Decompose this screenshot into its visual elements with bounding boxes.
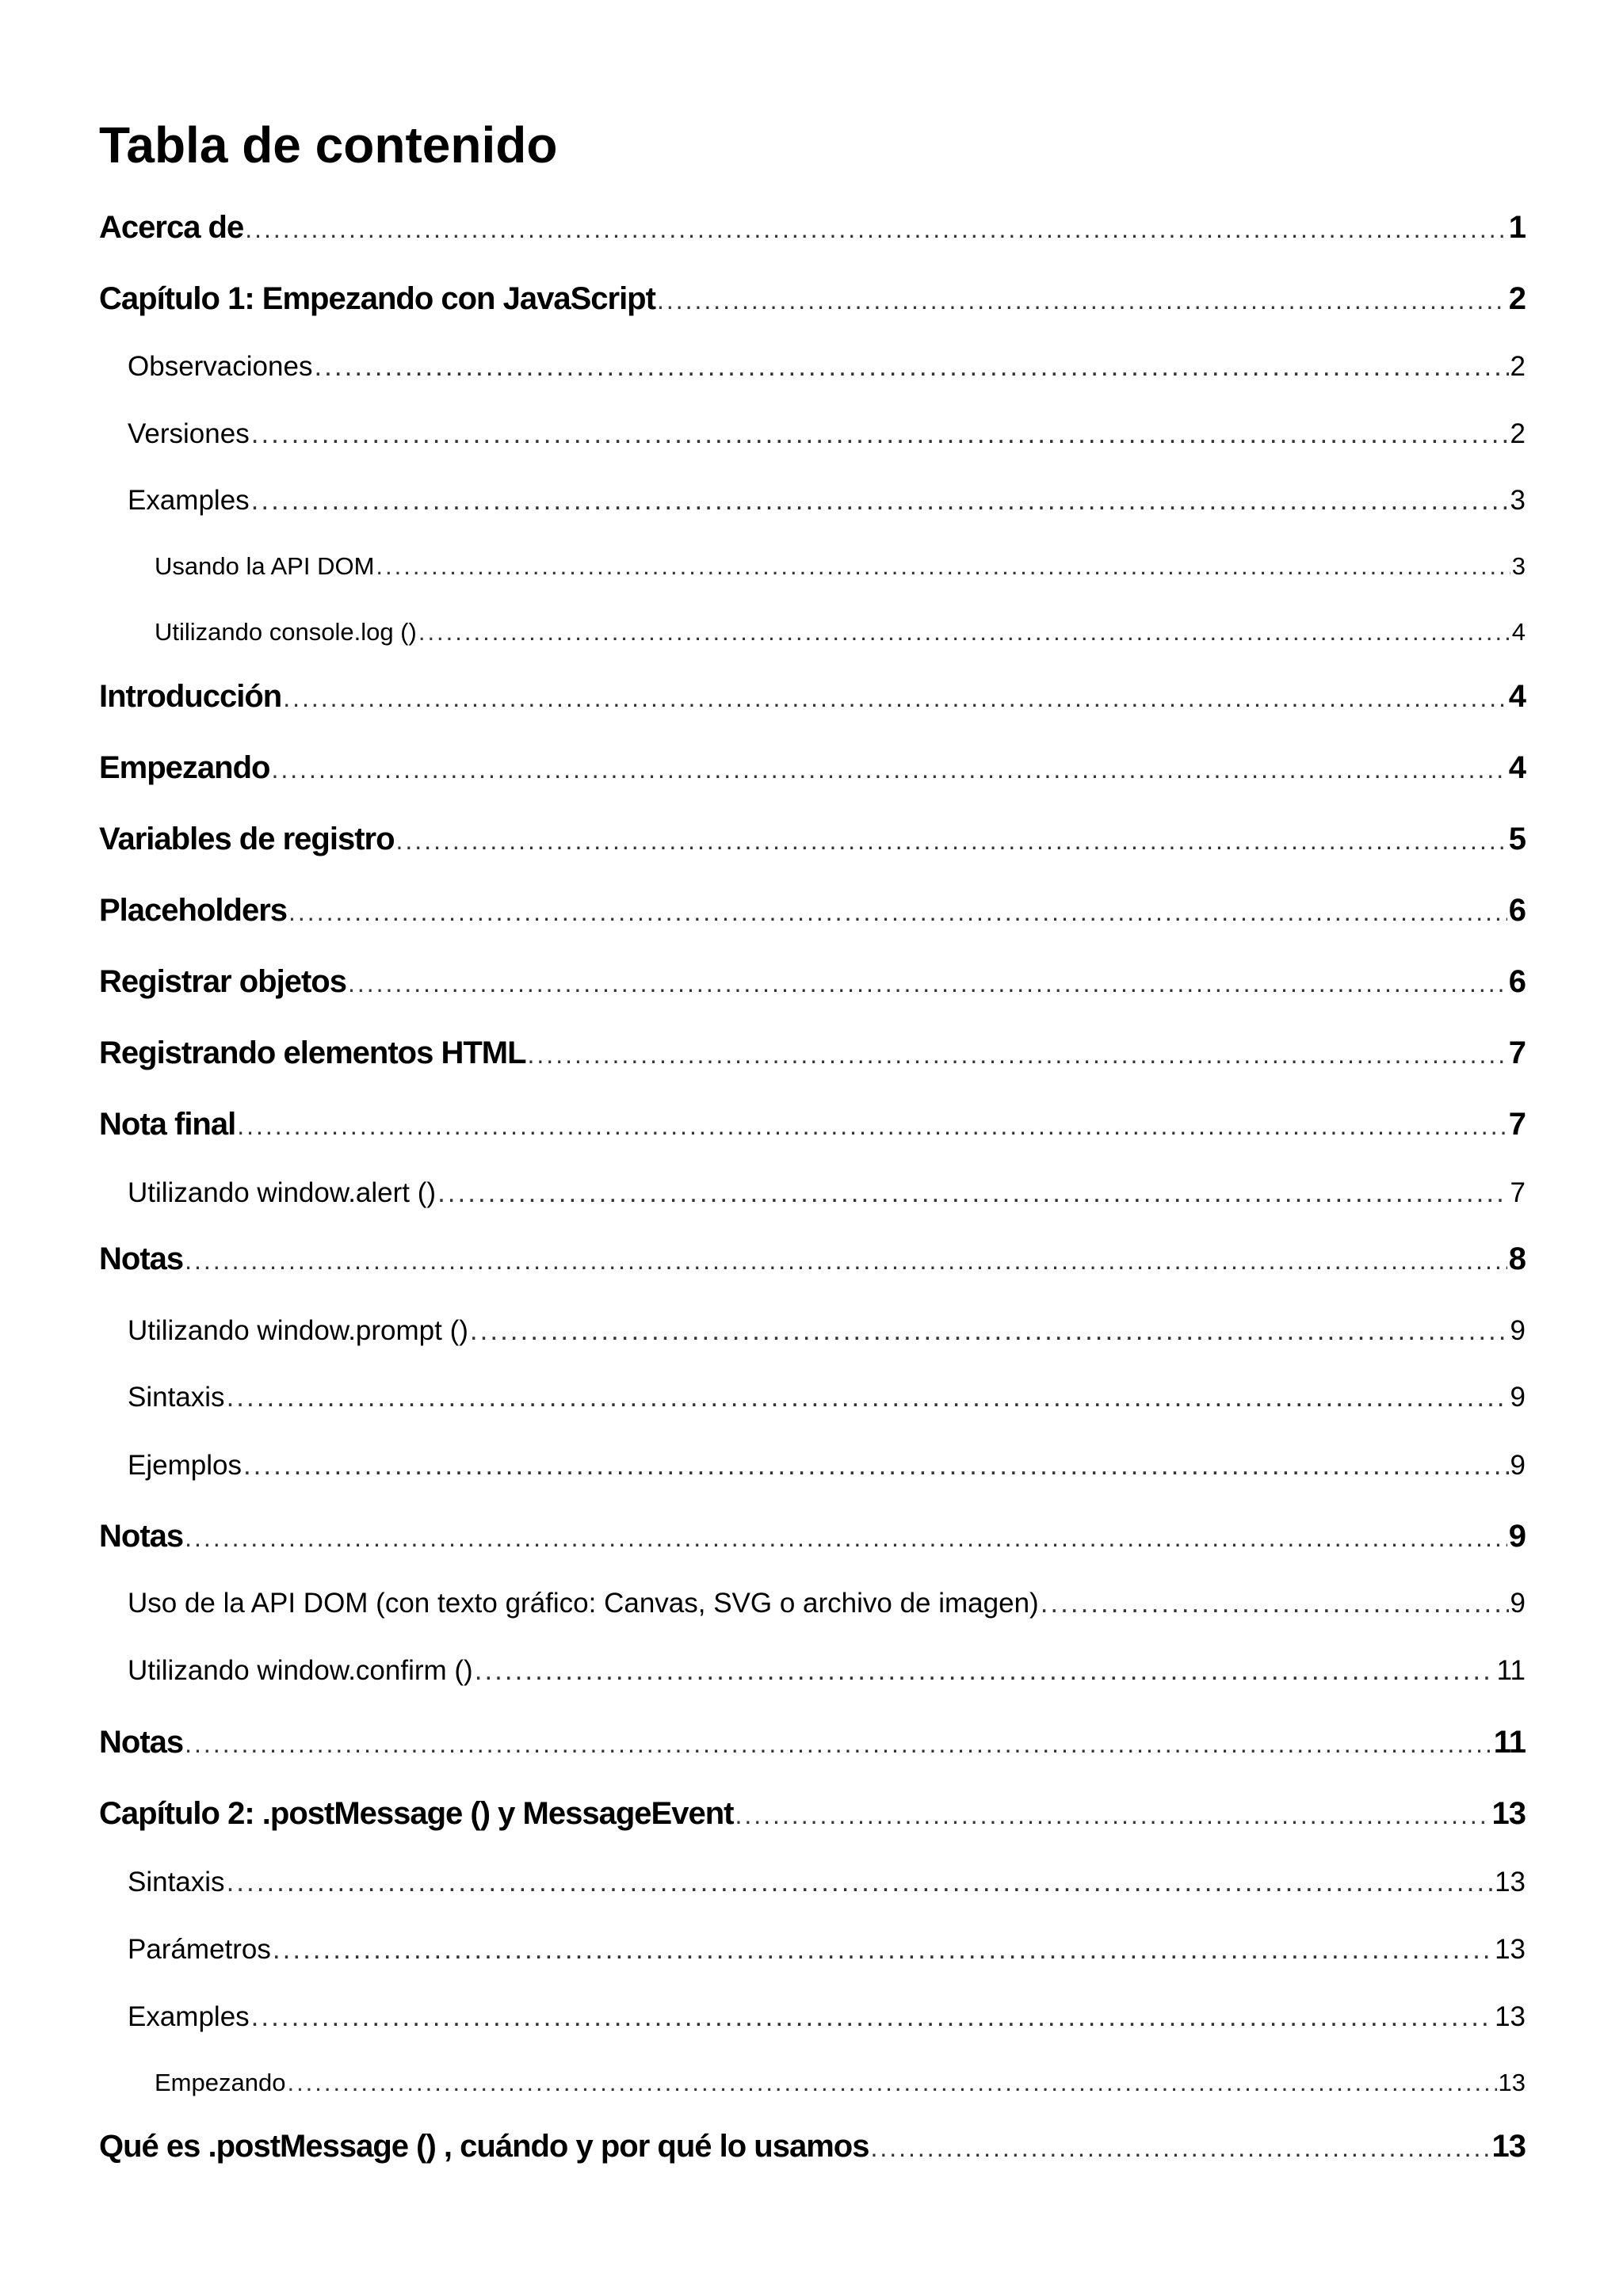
toc-dot-leader [735, 1801, 1490, 1830]
toc-entry-text: Examples [128, 485, 250, 516]
toc-entry-text: Notas [99, 1725, 184, 1760]
toc-entry[interactable] [99, 1725, 1526, 1760]
toc-entry-text: Sintaxis [128, 1382, 225, 1413]
toc-page-number: 9 [1510, 1382, 1526, 1413]
toc-entry-text: Acerca de [99, 210, 244, 245]
toc-entry[interactable] [99, 1588, 1526, 1619]
toc-page-number: 9 [1510, 1588, 1526, 1619]
toc-dot-leader [283, 684, 1507, 713]
toc-page-number: 2 [1510, 351, 1526, 382]
toc-dot-leader [185, 1730, 1492, 1759]
toc-dot-leader [657, 286, 1507, 315]
toc-entry-text: Placeholders [99, 893, 288, 928]
toc-dot-leader [376, 552, 1510, 581]
toc-page-number: 6 [1508, 893, 1526, 928]
toc-entry[interactable] [99, 1796, 1526, 1832]
toc-dot-leader [237, 1112, 1507, 1141]
toc-entry[interactable] [99, 2001, 1526, 2033]
toc-entry-text: Capítulo 1: Empezando con JavaScript [99, 281, 655, 316]
toc-dot-leader [245, 215, 1507, 244]
toc-entry-text: Uso de la API DOM (con texto gráfico: Canvas, SVG o archivo de imagen) [128, 1588, 1039, 1619]
toc-entry[interactable] [99, 1107, 1526, 1142]
toc-entry-text: Capítulo 2: .postMessage () y MessageEvent [99, 1796, 734, 1831]
toc-title: Tabla de contenido [99, 116, 558, 174]
toc-dot-leader [314, 351, 1508, 383]
toc-page-number: 7 [1508, 1035, 1526, 1070]
toc-entry-text: Versiones [128, 418, 250, 449]
toc-entry[interactable] [99, 210, 1526, 246]
toc-entry[interactable] [99, 893, 1526, 929]
toc-page-number: 4 [1508, 750, 1526, 785]
toc-page-number: 2 [1508, 281, 1526, 316]
toc-entry[interactable] [99, 418, 1526, 450]
toc-entry[interactable] [99, 1519, 1526, 1554]
toc-entry[interactable] [99, 822, 1526, 857]
toc-entry-text: Utilizando window.confirm () [128, 1655, 473, 1686]
toc-entry-text: Examples [128, 2001, 250, 2032]
toc-entry[interactable] [99, 351, 1526, 383]
toc-dot-leader [251, 418, 1509, 450]
toc-page-number: 13 [1495, 1934, 1526, 1965]
toc-page-number: 4 [1508, 679, 1526, 714]
toc-entry-text: Usando la API DOM [155, 552, 375, 580]
toc-entry-text: Ejemplos [128, 1450, 242, 1481]
toc-dot-leader [288, 898, 1507, 927]
toc-entry[interactable] [99, 750, 1526, 786]
toc-entry-text: Empezando [99, 750, 270, 785]
toc-page-number: 5 [1508, 822, 1526, 856]
toc-dot-leader [418, 618, 1510, 646]
toc-dot-leader [870, 2134, 1490, 2163]
toc-page-number: 7 [1508, 1107, 1526, 1142]
toc-page-number: 9 [1508, 1519, 1526, 1554]
toc-entry[interactable] [99, 1450, 1526, 1482]
toc-dot-leader [396, 826, 1507, 856]
document-page [99, 0, 1526, 2296]
toc-entry[interactable] [99, 281, 1526, 317]
toc-entry[interactable] [99, 679, 1526, 715]
toc-entry-text: Utilizando window.alert () [128, 1177, 437, 1208]
toc-entry-text: Utilizando console.log () [155, 618, 417, 646]
toc-page-number: 13 [1495, 1867, 1526, 1897]
toc-entry[interactable] [99, 552, 1526, 581]
toc-entry-text: Qué es .postMessage () , cuándo y por qué lo usamos [99, 2129, 869, 2164]
toc-entry-text: Introducción [99, 679, 282, 714]
toc-page-number: 9 [1510, 1315, 1526, 1346]
toc-entry-text: Parámetros [128, 1934, 271, 1965]
toc-page-number: 1 [1508, 210, 1526, 245]
toc-dot-leader [1041, 1588, 1509, 1619]
toc-entry[interactable] [99, 1934, 1526, 1966]
toc-entry-text: Observaciones [128, 351, 313, 382]
toc-dot-leader [227, 1867, 1494, 1898]
toc-entry-text: Registrar objetos [99, 964, 346, 999]
toc-dot-leader [227, 1382, 1509, 1413]
toc-entry[interactable] [99, 485, 1526, 517]
toc-dot-leader [273, 1934, 1493, 1966]
toc-dot-leader [348, 969, 1507, 998]
toc-entry-text: Utilizando window.prompt () [128, 1315, 468, 1346]
toc-page-number: 2 [1510, 418, 1526, 449]
toc-dot-leader [185, 1246, 1507, 1276]
toc-entry-text: Sintaxis [128, 1867, 225, 1897]
toc-entry-text: Notas [99, 1519, 184, 1554]
toc-entry[interactable] [99, 2069, 1526, 2097]
toc-page-number: 13 [1491, 1796, 1526, 1831]
toc-entry[interactable] [99, 1382, 1526, 1413]
toc-entry-text: Notas [99, 1241, 184, 1276]
toc-entry-text: Registrando elementos HTML [99, 1035, 526, 1070]
toc-entry[interactable] [99, 1315, 1526, 1347]
toc-dot-leader [251, 485, 1509, 517]
toc-dot-leader [470, 1315, 1509, 1347]
toc-entry[interactable] [99, 1867, 1526, 1898]
toc-entry[interactable] [99, 1655, 1526, 1687]
toc-dot-leader [287, 2069, 1496, 2097]
toc-entry[interactable] [99, 964, 1526, 1000]
toc-dot-leader [243, 1450, 1509, 1482]
toc-page-number: 4 [1511, 618, 1526, 646]
toc-entry-text: Variables de registro [99, 822, 395, 856]
toc-page-number: 9 [1510, 1450, 1526, 1481]
toc-dot-leader [475, 1655, 1495, 1687]
toc-entry[interactable] [99, 618, 1526, 646]
toc-dot-leader [185, 1524, 1507, 1553]
toc-page-number: 7 [1510, 1177, 1526, 1208]
toc-entry[interactable] [99, 1241, 1526, 1277]
toc-dot-leader [251, 2001, 1493, 2033]
toc-dot-leader [437, 1177, 1508, 1209]
toc-entry[interactable] [99, 1035, 1526, 1071]
toc-dot-leader [528, 1040, 1507, 1070]
toc-page-number: 3 [1511, 552, 1526, 580]
toc-dot-leader [271, 755, 1507, 784]
toc-page-number: 13 [1491, 2129, 1526, 2164]
toc-page-number: 11 [1493, 1725, 1526, 1760]
toc-entry-text: Empezando [155, 2069, 286, 2096]
toc-page-number: 6 [1508, 964, 1526, 999]
toc-entry[interactable] [99, 1177, 1526, 1209]
toc-entry-text: Nota final [99, 1107, 236, 1142]
toc-page-number: 13 [1498, 2069, 1526, 2096]
toc-entry[interactable] [99, 2129, 1526, 2164]
toc-page-number: 8 [1508, 1241, 1526, 1276]
toc-page-number: 13 [1495, 2001, 1526, 2032]
toc-page-number: 3 [1510, 485, 1526, 516]
toc-page-number: 11 [1496, 1655, 1526, 1686]
